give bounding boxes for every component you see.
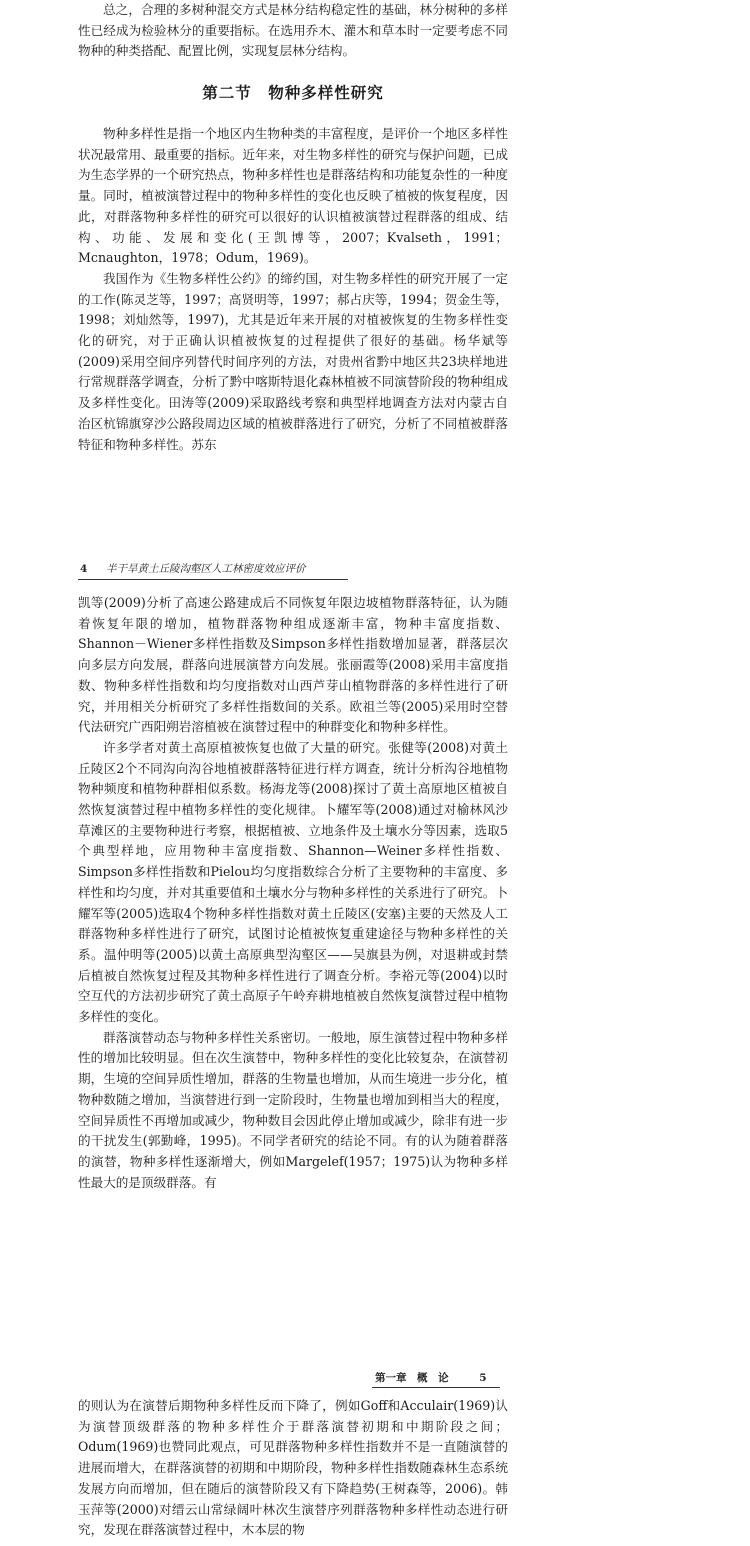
intro-paragraph: 总之，合理的多树种混交方式是林分结构稳定性的基础，林分树种的多样性已经成为检验林分的重要指标。在选用乔木、灌木和草本时一定要考虑不同物种的种类搭配、配置比例，实现复层林分结构。 [78,2,508,59]
paragraph-continued: 凯等(2009)分析了高速公路建成后不同恢复年限边坡植物群落特征，认为随着恢复年限的增加，植物群落物种组成逐渐丰富，物种丰富度指数、Shannon－Wiener多样性指数及Simpson多样性指数增加显著，群落层次向多层方向发展，群落向进展演替方向发展。张丽霞等(2008)采用丰富度指数、物种多样性指数和均匀度指数对山西芦芽山植物群落的多样性进行了研究，并用相关分析研究了多样性指数间的关系。欧祖兰等(2005)采用时空替代法研究广西阳朔岩溶植被在演替过程中的种群变化和物种多样性。 [78,595,508,735]
page-top-body [78,124,508,455]
section-title: 第二节 物种多样性研究 [202,84,384,102]
book-title-header: 半干旱黄土丘陵沟壑区人工林密度效应评价 [106,563,306,575]
intro-paragraph-block [78,0,508,62]
chapter-header: 第一章 概 论 [375,1372,449,1384]
page-5-header-rule [372,1387,500,1388]
page-number-4: 4 [80,563,88,575]
paragraph-loess-plateau-research: 许多学者对黄土高原植被恢复也做了大量的研究。张健等(2008)对黄土丘陵区2个不同沟向沟谷地植被群落特征进行样方调查，统计分析沟谷地植物物种频度和植物种群相似系数。杨海龙等(2008)探讨了黄土高原地区植被自然恢复演替过程中植物多样性的变化规律。卜耀军等(2008)通过对榆林风沙草滩区的主要物种进行考察，根据植被、立地条件及土壤水分等因素，选取5个典型样地，应用物种丰富度指数、Shannon—Weiner多样性指数、Simpson多样性指数和Pielou均匀度指数综合分析了主要物种的丰富度、多样性和均匀度，并对其重要值和土壤水分与物种多样性的关系进行了研究。卜耀军等(2005)选取4个物种多样性指数对黄土丘陵区(安塞)主要的天然及人工群落物种多样性进行了研究，试图讨论植被恢复重建途径与物种多样性的关系。温仲明等(2005)以黄土高原典型沟壑区——吴旗县为例，对退耕或封禁后植被自然恢复过程及其物种多样性进行了调查分析。李裕元等(2004)以时空互代的方法初步研究了黄土高原子午岭弃耕地植被自然恢复演替过程中植物多样性的变化。 [78,739,508,1025]
paragraph-late-succession: 的则认为在演替后期物种多样性反而下降了，例如Goff和Acculair(1969)认为演替顶级群落的物种多样性介于群落演替初期和中期阶段之间；Odum(1969)也赞同此观点，可见群落物种多样性指数并不是一直随演替的进展而增大，在群落演替的初期和中期阶段，物种多样性指数随森林生态系统发展方向而增加，但在随后的演替阶段又有下降趋势(王树森等，2006)。韩玉萍等(2000)对缙云山常绿阔叶林次生演替序列群落物种多样性动态进行研究，发现在群落演替过程中，木本层的物 [78,1398,508,1538]
page-4-header-rule [78,579,348,580]
page-number-5: 5 [479,1372,487,1384]
paragraph-china-research: 我国作为《生物多样性公约》的缔约国，对生物多样性的研究开展了一定的工作(陈灵芝等，1997；高贤明等，1997；郝占庆等，1994；贺金生等，1998；刘灿然等，1997)，尤其是近年来开展的对植被恢复的生物多样性变化的研究，对于正确认识植被恢复的过程提供了很好的基础。杨华斌等(2009)采用空间序列替代时间序列的方法，对贵州省黔中地区共23块样地进行常规群落学调查，分析了黔中喀斯特退化森林植被不同演替阶段的物种组成及多样性变化。田涛等(2009)采取路线考察和典型样地调查方法对内蒙古自治区杭锦旗穿沙公路段周边区域的植被群落进行了研究，分析了不同植被群落特征和物种多样性。苏东 [78,270,508,452]
page-5-running-header [375,1370,487,1385]
page-middle-body [78,593,508,1193]
paragraph-species-diversity-definition: 物种多样性是指一个地区内生物种类的丰富程度，是评价一个地区多样性状况最常用、最重要的指标。近年来，对生物多样性的研究与保护问题，已成为生态学界的一个研究热点，物种多样性也是群落结构和功能复杂性的一种度量。同时，植被演替过程中的物种多样性的变化也反映了植被的恢复程度，因此，对群落物种多样性的研究可以很好的认识植被演替过程群落的组成、结构、功能、发展和变化(王凯博等，2007；Kvalseth，1991；Mcnaughton，1978；Odum，1969)。 [78,126,508,266]
page-4-running-header [80,561,306,576]
paragraph-succession-diversity: 群落演替动态与物种多样性关系密切。一般地，原生演替过程中物种多样性的增加比较明显。但在次生演替中，物种多样性的变化比较复杂，在演替初期，生境的空间异质性增加，群落的生物量也增加，从而生境进一步分化，植物种数随之增加，当演替进行到一定阶段时，生物量也增加到相当大的程度，空间异质性不再增加或减少，物种数目会因此停止增加或减少，除非有进一步的干扰发生(郭勤峰，1995)。不同学者研究的结论不同。有的认为随着群落的演替，物种多样性逐渐增大，例如Margelef(1957；1975)认为物种多样性最大的是顶级群落。有 [78,1029,508,1190]
page-bottom-body [78,1396,508,1541]
